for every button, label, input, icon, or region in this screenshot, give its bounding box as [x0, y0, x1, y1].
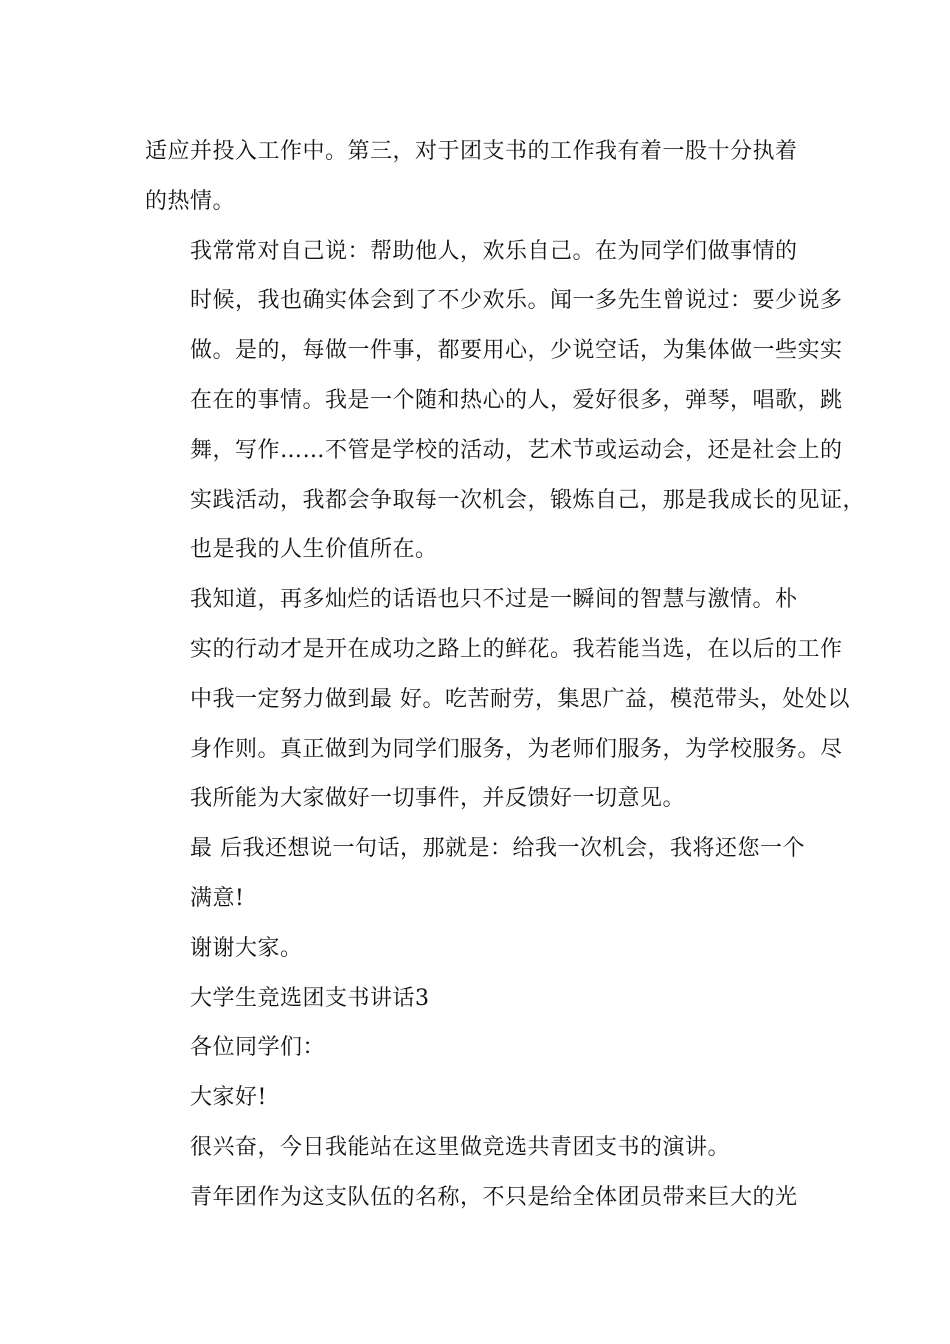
- text-line: 大学生竞选团支书讲话3: [190, 985, 430, 1011]
- paragraph: [145, 1073, 825, 1123]
- document-body: [145, 127, 866, 1223]
- text-line: 满意!: [190, 885, 245, 911]
- paragraph: [145, 1023, 825, 1073]
- text-line: 时候，我也确实体会到了不少欢乐。闻一多先生曾说过：要少说多: [190, 288, 843, 314]
- paragraph: [145, 974, 825, 1024]
- text-line: 谢谢大家。: [190, 935, 303, 961]
- text-line: 各位同学们：: [190, 1035, 326, 1061]
- text-line: 做。是的，每做一件事，都要用心，少说空话，为集体做一些实实: [190, 338, 843, 364]
- text-line: 大家好!: [190, 1085, 267, 1111]
- paragraph: [145, 1173, 825, 1223]
- text-line: 最 后我还想说一句话，那就是：给我一次机会，我将还您一个: [190, 836, 805, 862]
- text-line: 身作则。真正做到为同学们服务，为老师们服务，为学校服务。尽: [190, 736, 843, 762]
- text-line: 也是我的人生价值所在。: [190, 537, 438, 563]
- text-line: 的热情。: [145, 188, 236, 214]
- paragraph: [145, 824, 825, 924]
- text-line: 实的行动才是开在成功之路上的鲜花。我若能当选，在以后的工作: [190, 636, 843, 662]
- text-line: 我所能为大家做好一切事件，并反馈好一切意见。: [190, 786, 686, 812]
- text-line: 适应并投入工作中。第三，对于团支书的工作我有着一股十分执着: [145, 139, 798, 164]
- paragraph: [145, 575, 850, 824]
- text-line: 中我一定努力做到最 好。吃苦耐劳，集思广益，模范带头，处处以: [190, 686, 850, 712]
- text-line: 很兴奋，今日我能站在这里做竞选共青团支书的演讲。: [190, 1134, 731, 1160]
- text-line: 实践活动，我都会争取每一次机会，锻炼自己，那是我成长的见证，: [190, 487, 866, 513]
- text-line: 我知道，再多灿烂的话语也只不过是一瞬间的智慧与激情。朴: [190, 587, 798, 613]
- text-line: 在在的事情。我是一个随和热心的人，爱好很多，弹琴，唱歌，跳: [190, 387, 843, 413]
- text-line: 青年团作为这支队伍的名称，不只是给全体团员带来巨大的光: [190, 1184, 798, 1210]
- text-line: 舞，写作……不管是学校的活动，艺术节或运动会，还是社会上的: [190, 437, 843, 463]
- paragraph: [145, 127, 825, 227]
- text-line: 我常常对自己说：帮助他人，欢乐自己。在为同学们做事情的: [190, 238, 798, 264]
- paragraph: [145, 1123, 825, 1173]
- paragraph: [145, 227, 866, 576]
- paragraph: [145, 924, 825, 974]
